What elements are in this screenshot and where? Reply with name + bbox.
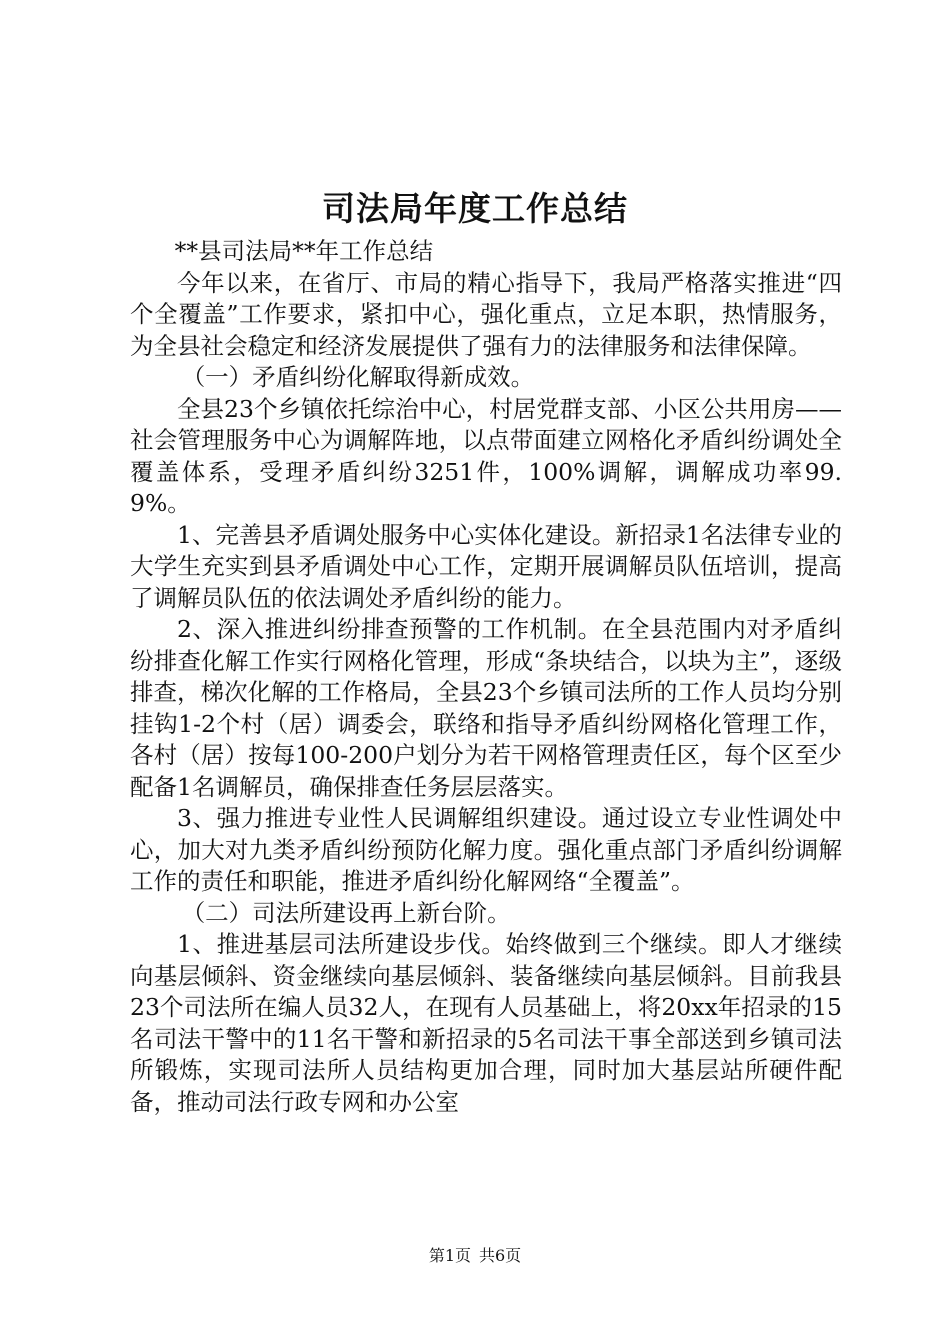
section-heading-2: （二）司法所建设再上新台阶。 bbox=[181, 898, 511, 927]
document-subtitle: **县司法局**年工作总结 bbox=[174, 237, 434, 265]
intro-paragraph: 今年以来，在省厅、市局的精心指导下，我局严格落实推进“四个全覆盖”工作要求，紧扣中心，强化重点，立足本职，热情服务，为全县社会稳定和经济发展提供了强有力的法律服务和法律保障。 bbox=[130, 268, 842, 360]
document-title: 司法局年度工作总结 bbox=[322, 189, 628, 228]
body-paragraph: 1、完善县矛盾调处服务中心实体化建设。新招录1名法律专业的大学生充实到县矛盾调处中心工作，定期开展调解员队伍培训，提高了调解员队伍的依法调处矛盾纠纷的能力。 bbox=[130, 520, 842, 612]
page-total: 共6页 bbox=[479, 1246, 522, 1265]
body-paragraph: 1、推进基层司法所建设步伐。始终做到三个继续。即人才继续向基层倾斜、资金继续向基层倾斜、装备继续向基层倾斜。目前我县23个司法所在编人员32人，在现有人员基础上，将20xx年招录的15名司法干警中的11名干警和新招录的5名司法干事全部送到乡镇司法所锻炼，实现司法所人员结构更加合理，同时加大基层站所硬件配备，推动司法行政专网和办公室 bbox=[130, 930, 842, 1116]
page-number: 第1页 bbox=[428, 1246, 471, 1265]
body-paragraph: 3、强力推进专业性人民调解组织建设。通过设立专业性调处中心，加大对九类矛盾纠纷预防化解力度。强化重点部门矛盾纠纷调解工作的责任和职能，推进矛盾纠纷化解网络“全覆盖”。 bbox=[130, 804, 842, 895]
page-footer bbox=[0, 1245, 950, 1267]
body-paragraph: 全县23个乡镇依托综治中心，村居党群支部、小区公共用房——社会管理服务中心为调解阵地，以点带面建立网格化矛盾纠纷调处全覆盖体系，受理矛盾纠纷3251件，100%调解，调解成功率99.9%。 bbox=[130, 394, 842, 517]
body-paragraph: 2、深入推进纠纷排查预警的工作机制。在全县范围内对矛盾纠纷排查化解工作实行网格化管理，形成“条块结合，以块为主”，逐级排查，梯次化解的工作格局，全县23个乡镇司法所的工作人员均分别挂钩1-2个村（居）调委会，联络和指导矛盾纠纷网格化管理工作，各村（居）按每100-200户划分为若干网格管理责任区，每个区至少配备1名调解员，确保排查任务层层落实。 bbox=[130, 615, 842, 801]
section-heading-1: （一）矛盾纠纷化解取得新成效。 bbox=[181, 363, 535, 391]
document-body bbox=[130, 236, 842, 1118]
